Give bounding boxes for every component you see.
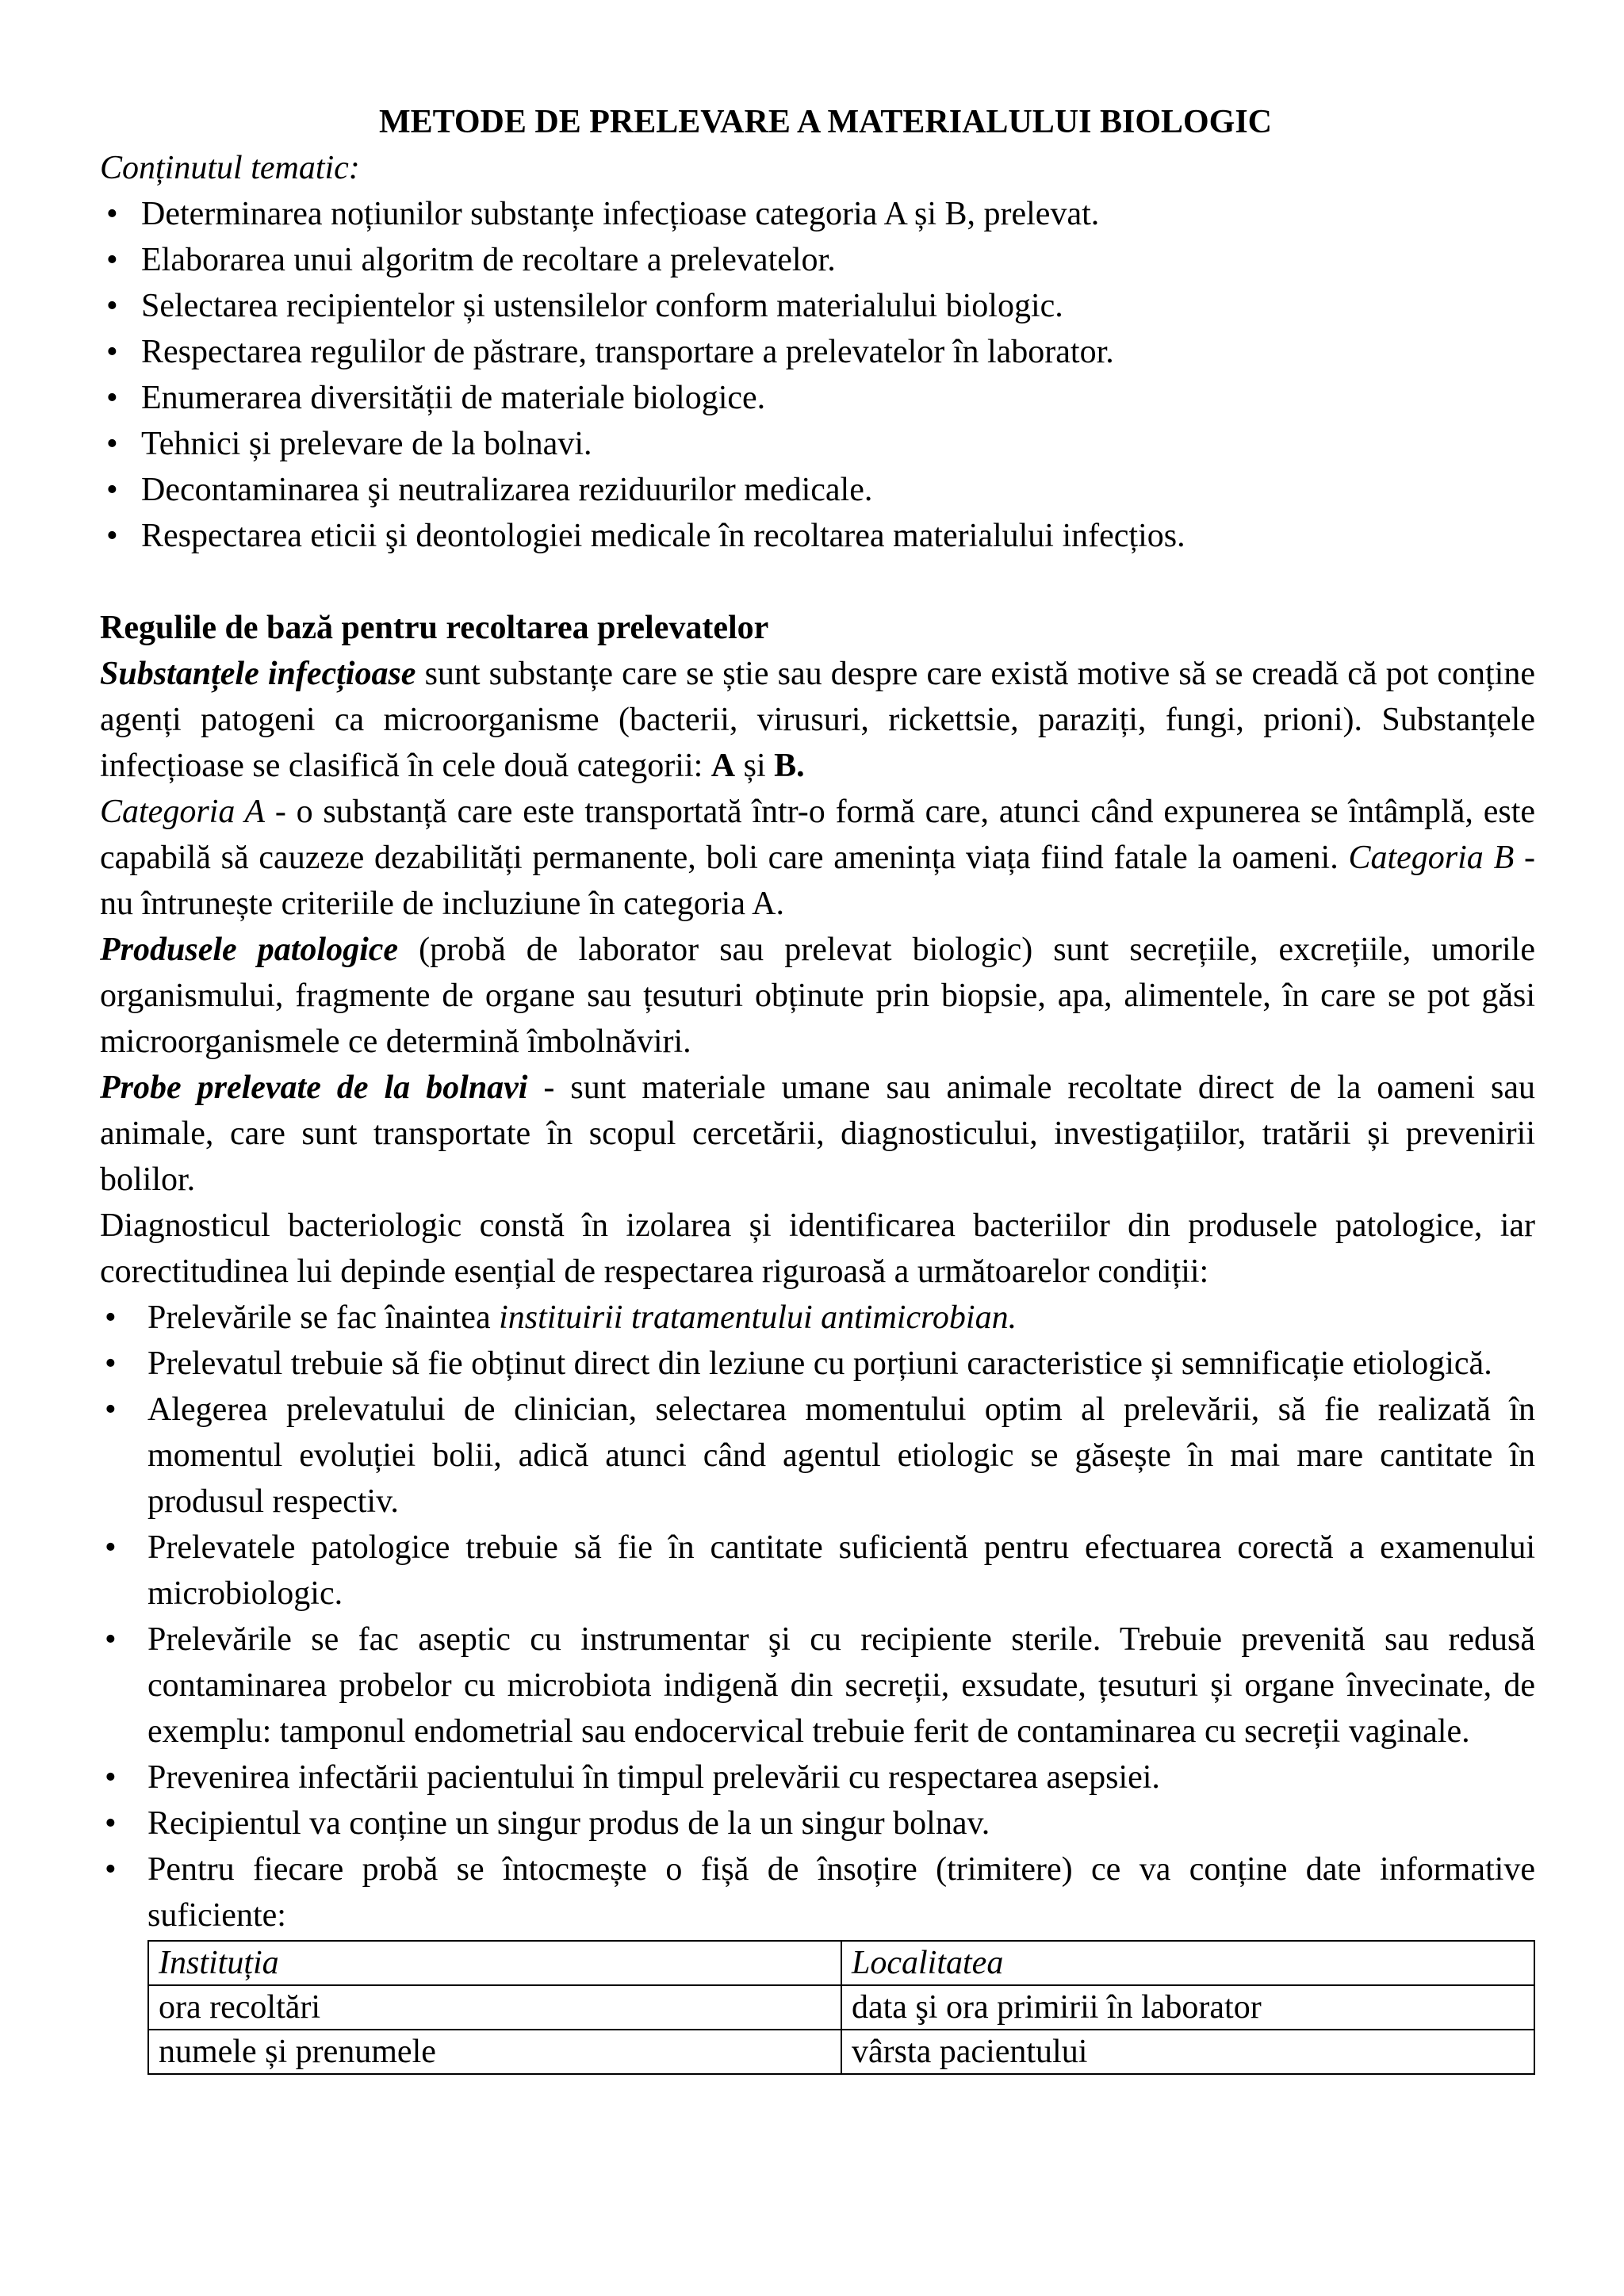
spacer <box>100 559 1535 605</box>
paragraph-patient-samples <box>100 1065 1535 1203</box>
category-a-text: - o substanță care este transportată într-o formă care, atunci când expunerea se întâmplă, este capabilă să cauzeze dezabilități permanente, boli care amenința viața fiind fatale la oameni. <box>100 794 1535 876</box>
list-item: • Enumerarea diversității de materiale biologice. <box>100 375 1535 421</box>
list-item: • Determinarea noțiunilor substanțe infecțioase categoria A și B, prelevat. <box>100 191 1535 237</box>
document-content <box>100 99 1535 2075</box>
list-item <box>100 1295 1535 1341</box>
table-cell: numele și prenumele <box>148 2030 841 2074</box>
paragraph-pathological-products <box>100 927 1535 1065</box>
page-title: METODE DE PRELEVARE A MATERIALULUI BIOLOGIC <box>378 104 1273 140</box>
table-row <box>148 1941 1534 1985</box>
category-a-term: Categoria A <box>100 794 266 830</box>
table-cell: vârsta pacientului <box>841 2030 1534 2074</box>
paragraph-text: - sunt materiale umane sau animale recoltate direct de la oameni sau animale, care sunt transportate în scopul cercetării, diagnosticului, investigațiilor, tratării și prevenirii bolilor. <box>100 1070 1535 1198</box>
list-item: • Tehnici și prelevare de la bolnavi. <box>100 421 1535 467</box>
list-item: • Selectarea recipientelor și ustensilelor conform materialului biologic. <box>100 283 1535 329</box>
term-patient-samples: Probe prelevate de la bolnavi <box>100 1070 528 1106</box>
paragraph-text: (probă de laborator sau prelevat biologic) sunt secrețiile, excrețiile, umorile organismului, fragmente de organe sau țesuturi obținute prin biopsie, apa, alimentele, în care se pot găsi microorganismele ce determină îmbolnăviri. <box>100 932 1535 1060</box>
list-item: • Prelevatul trebuie să fie obținut direct din leziune cu porțiuni caracteristice și semnificație etiologică. <box>100 1341 1535 1387</box>
list-item: • Respectarea eticii şi deontologiei medicale în recoltarea materialului infecțios. <box>100 513 1535 559</box>
accompanying-form-table <box>147 1940 1535 2075</box>
conditions-list <box>100 1295 1535 1938</box>
list-item: • Elaborarea unui algoritm de recoltare a prelevatelor. <box>100 237 1535 283</box>
category-a-label: A <box>710 748 736 784</box>
paragraph-text: sunt substanțe care se știe sau despre care există motive să se creadă că pot conține agenți patogeni ca microorganisme (bacterii, virusuri, rickettsie, paraziți, fungi, prioni). Substanțele infecțioase se clasifică în cele două categorii: <box>100 656 1535 784</box>
list-item: • Respectarea regulilor de păstrare, transportare a prelevatelor în laborator. <box>100 329 1535 375</box>
category-b-term: Categoria B <box>1348 840 1515 876</box>
category-b-label: B. <box>774 748 805 784</box>
term-infectious-substances: Substanțele infecțioase <box>100 656 416 692</box>
list-item: • Alegerea prelevatului de clinician, selectarea momentului optim al prelevării, să fie realizată în momentul evoluției bolii, adică atunci când agentul etiologic se găsește în mai mare cantitate în produsul respectiv. <box>100 1387 1535 1525</box>
category-b-text: - nu întrunește criteriile de incluziune în categoria A. <box>100 840 1535 922</box>
table-cell: ora recoltări <box>148 1985 841 2030</box>
topics-list <box>100 191 1535 559</box>
list-item: • Recipientul va conține un singur produs de la un singur bolnav. <box>100 1800 1535 1846</box>
table-cell: data şi ora primirii în laborator <box>841 1985 1534 2030</box>
conjunction-text: și <box>735 748 775 784</box>
term-pathological-products: Produsele patologice <box>100 932 399 968</box>
table-row <box>148 1985 1534 2030</box>
list-item: • Pentru fiecare probă se întocmește o fișă de însoțire (trimitere) ce va conține date informative suficiente: <box>100 1846 1535 1938</box>
section-heading: Regulile de bază pentru recoltarea prelevatelor <box>100 610 769 646</box>
table-cell: Localitatea <box>841 1941 1534 1985</box>
condition-text: Prelevările se fac înaintea <box>147 1299 500 1336</box>
paragraph-infectious-substances <box>100 651 1535 789</box>
condition-italic-text: instituirii tratamentului antimicrobian. <box>499 1299 1017 1336</box>
list-item: • Decontaminarea şi neutralizarea reziduurilor medicale. <box>100 467 1535 513</box>
table-cell: Instituția <box>148 1941 841 1985</box>
list-item: • Prelevatele patologice trebuie să fie în cantitate suficientă pentru efectuarea corectă a examenului microbiologic. <box>100 1525 1535 1617</box>
paragraph-bacteriological-diagnosis: Diagnosticul bacteriologic constă în izolarea și identificarea bacteriilor din produsele patologice, iar corectitudinea lui depinde esențial de respectarea riguroasă a următoarelor condiții: <box>100 1207 1535 1290</box>
list-item: • Prelevările se fac aseptic cu instrumentar şi cu recipiente sterile. Trebuie prevenită sau redusă contaminarea probelor cu microbiota indigenă din secreții, exsudate, țesuturi și organe învecinate, de exemplu: tamponul endometrial sau endocervical trebuie ferit de contaminarea cu secreții vaginale. <box>100 1617 1535 1755</box>
table-row <box>148 2030 1534 2074</box>
list-item: • Prevenirea infectării pacientului în timpul prelevării cu respectarea asepsiei. <box>100 1755 1535 1800</box>
thematic-content-label: Conținutul tematic: <box>100 150 360 186</box>
paragraph-categories <box>100 789 1535 927</box>
